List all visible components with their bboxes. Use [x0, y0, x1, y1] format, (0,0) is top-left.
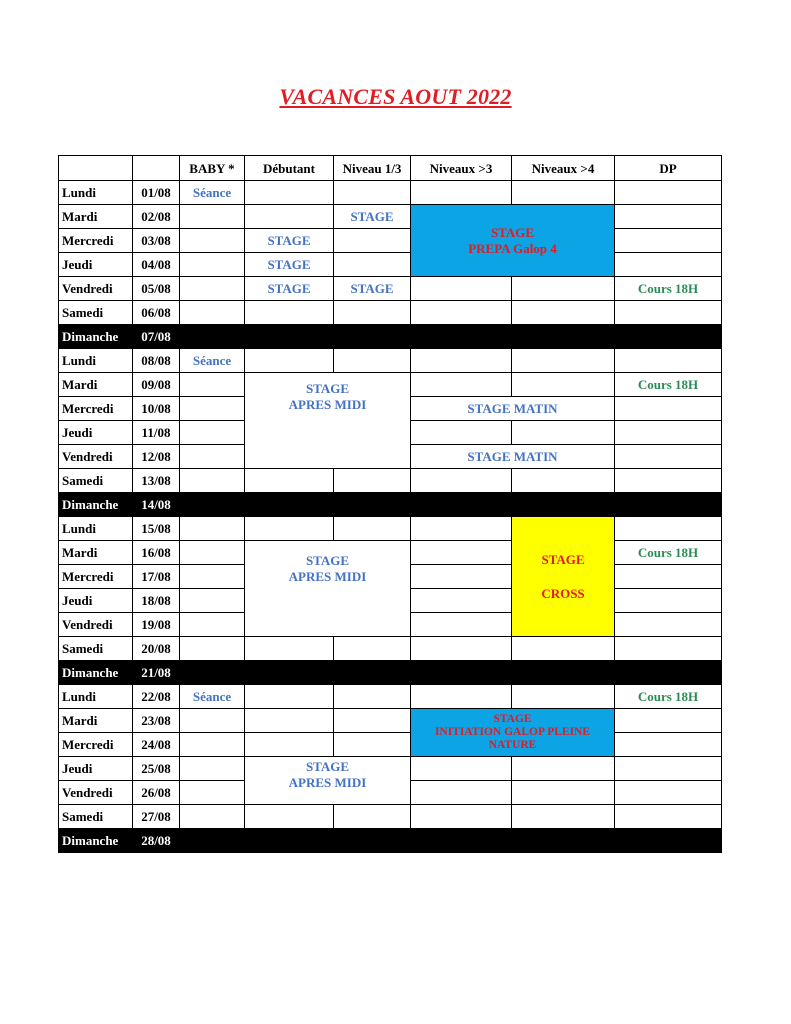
stage-matin: STAGE MATIN	[411, 397, 615, 421]
date-cell: 07/08	[133, 325, 180, 349]
stage-label: STAGE	[541, 551, 585, 567]
date-cell: 16/08	[133, 541, 180, 565]
table-row	[59, 205, 722, 229]
table-row	[59, 181, 722, 205]
date-cell: 25/08	[133, 757, 180, 781]
debutant-stage: STAGE	[245, 253, 334, 277]
dp-cours: Cours 18H	[615, 277, 722, 301]
date-cell: 23/08	[133, 709, 180, 733]
stage-label: STAGE	[305, 553, 350, 568]
date-cell: 22/08	[133, 685, 180, 709]
date-cell: 05/08	[133, 277, 180, 301]
apres-midi-label: APRES MIDI	[288, 397, 367, 412]
table-row	[59, 517, 722, 541]
table-row	[59, 757, 722, 781]
sunday-row	[59, 661, 722, 685]
date-cell: 04/08	[133, 253, 180, 277]
date-cell: 08/08	[133, 349, 180, 373]
header-dp: DP	[615, 156, 722, 181]
date-cell: 01/08	[133, 181, 180, 205]
day-cell: Jeudi	[59, 253, 133, 277]
stage-apres-midi-block	[245, 373, 411, 469]
debutant-stage: STAGE	[245, 229, 334, 253]
date-cell: 10/08	[133, 397, 180, 421]
stage-apres-midi-block	[245, 757, 411, 805]
day-cell: Mercredi	[59, 733, 133, 757]
date-cell: 18/08	[133, 589, 180, 613]
day-cell: Dimanche	[59, 661, 133, 685]
stage-label: STAGE	[305, 381, 350, 396]
date-cell: 12/08	[133, 445, 180, 469]
sunday-row	[59, 829, 722, 853]
debutant-stage: STAGE	[245, 277, 334, 301]
baby-seance: Séance	[180, 181, 245, 205]
header-niveaux-4: Niveaux >4	[512, 156, 615, 181]
apres-midi-label: APRES MIDI	[288, 569, 367, 584]
day-cell: Vendredi	[59, 781, 133, 805]
day-cell: Mercredi	[59, 229, 133, 253]
day-cell: Mercredi	[59, 565, 133, 589]
stage-cross-block	[512, 517, 615, 637]
header-date	[133, 156, 180, 181]
table-row	[59, 229, 722, 253]
date-cell: 15/08	[133, 517, 180, 541]
day-cell: Jeudi	[59, 757, 133, 781]
sunday-row	[59, 325, 722, 349]
dp-cours: Cours 18H	[615, 685, 722, 709]
niveau13-stage: STAGE	[334, 205, 411, 229]
day-cell: Lundi	[59, 517, 133, 541]
day-cell: Mardi	[59, 709, 133, 733]
day-cell: Dimanche	[59, 493, 133, 517]
day-cell: Mardi	[59, 205, 133, 229]
niveau13-stage: STAGE	[334, 277, 411, 301]
date-cell: 14/08	[133, 493, 180, 517]
header-niveaux-3: Niveaux >3	[411, 156, 512, 181]
cross-label: CROSS	[541, 585, 585, 601]
date-cell: 17/08	[133, 565, 180, 589]
day-cell: Vendredi	[59, 277, 133, 301]
stage-matin: STAGE MATIN	[411, 445, 615, 469]
table-row	[59, 805, 722, 829]
day-cell: Vendredi	[59, 445, 133, 469]
stage-prepa-block	[411, 205, 615, 277]
header-debutant: Débutant	[245, 156, 334, 181]
date-cell: 11/08	[133, 421, 180, 445]
date-cell: 21/08	[133, 661, 180, 685]
day-cell: Samedi	[59, 469, 133, 493]
stage-label: STAGE	[490, 224, 535, 240]
header-baby: BABY *	[180, 156, 245, 181]
date-cell: 20/08	[133, 637, 180, 661]
date-cell: 26/08	[133, 781, 180, 805]
table-row	[59, 541, 722, 565]
initiation-label: INITIATION GALOP PLEINE NATURE	[434, 726, 591, 751]
dp-cours: Cours 18H	[615, 541, 722, 565]
schedule-table	[58, 155, 722, 853]
table-row	[59, 469, 722, 493]
baby-seance: Séance	[180, 685, 245, 709]
table-row	[59, 709, 722, 733]
day-cell: Mardi	[59, 541, 133, 565]
day-cell: Samedi	[59, 637, 133, 661]
date-cell: 03/08	[133, 229, 180, 253]
day-cell: Vendredi	[59, 613, 133, 637]
day-cell: Jeudi	[59, 589, 133, 613]
stage-label: STAGE	[305, 759, 350, 774]
date-cell: 06/08	[133, 301, 180, 325]
day-cell: Samedi	[59, 301, 133, 325]
day-cell: Mercredi	[59, 397, 133, 421]
table-row	[59, 733, 722, 757]
prepa-label: PREPA Galop 4	[468, 240, 557, 256]
date-cell: 19/08	[133, 613, 180, 637]
date-cell: 27/08	[133, 805, 180, 829]
header-niveau-1-3: Niveau 1/3	[334, 156, 411, 181]
day-cell: Jeudi	[59, 421, 133, 445]
table-row	[59, 685, 722, 709]
apres-midi-label: APRES MIDI	[288, 775, 367, 790]
day-cell: Dimanche	[59, 829, 133, 853]
sunday-row	[59, 493, 722, 517]
date-cell: 02/08	[133, 205, 180, 229]
date-cell: 28/08	[133, 829, 180, 853]
stage-initiation-block	[411, 709, 615, 757]
table-row	[59, 253, 722, 277]
header-day	[59, 156, 133, 181]
table-row	[59, 373, 722, 397]
day-cell: Lundi	[59, 181, 133, 205]
day-cell: Samedi	[59, 805, 133, 829]
day-cell: Dimanche	[59, 325, 133, 349]
dp-cours: Cours 18H	[615, 373, 722, 397]
date-cell: 13/08	[133, 469, 180, 493]
day-cell: Lundi	[59, 349, 133, 373]
stage-label: STAGE	[493, 713, 532, 725]
stage-apres-midi-block	[245, 541, 411, 637]
baby-seance: Séance	[180, 349, 245, 373]
date-cell: 09/08	[133, 373, 180, 397]
page-title: VACANCES AOUT 2022	[279, 84, 512, 109]
day-cell: Lundi	[59, 685, 133, 709]
table-row	[59, 301, 722, 325]
table-row	[59, 277, 722, 301]
header-row	[59, 156, 722, 181]
table-row	[59, 349, 722, 373]
date-cell: 24/08	[133, 733, 180, 757]
table-row	[59, 637, 722, 661]
day-cell: Mardi	[59, 373, 133, 397]
